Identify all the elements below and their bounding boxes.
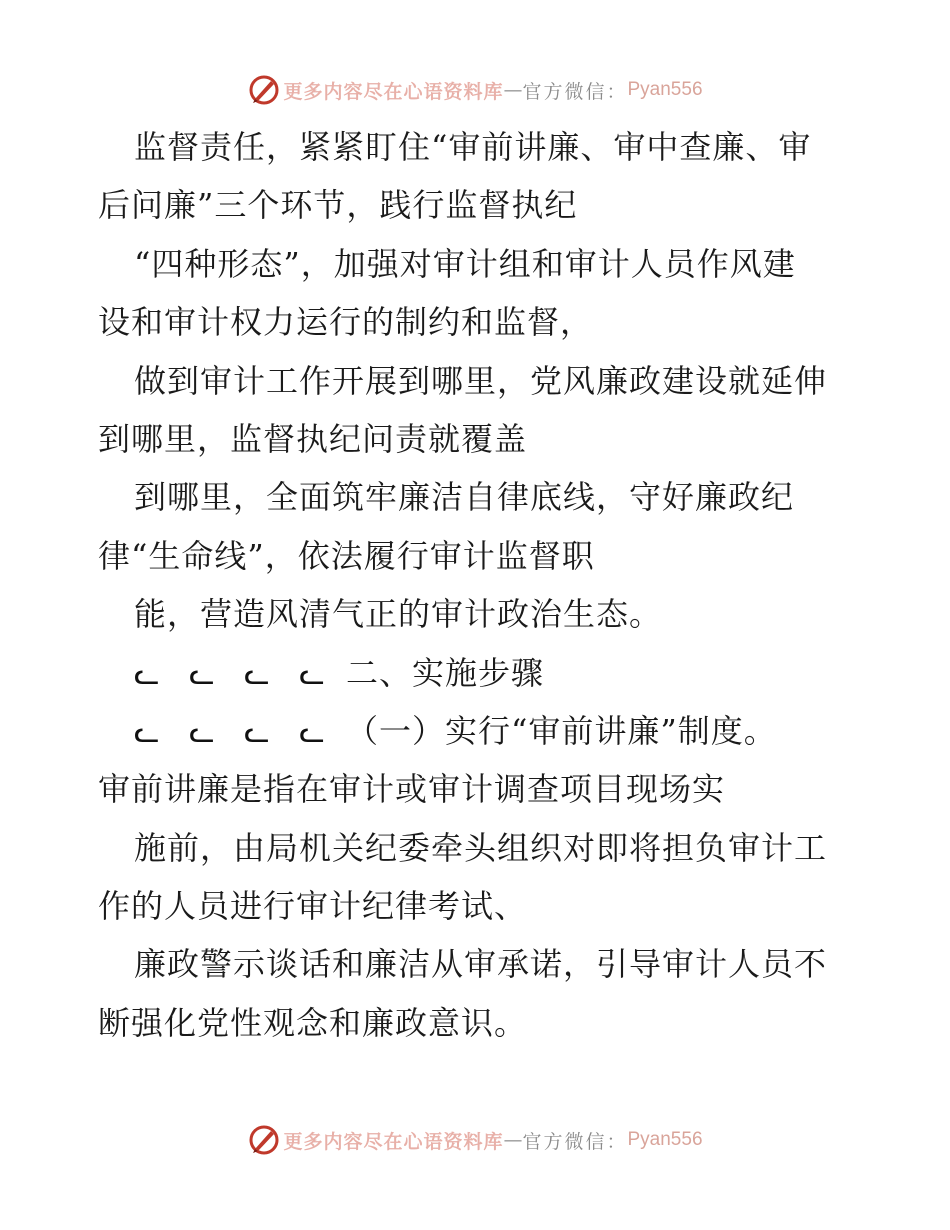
- banner-main-text: 更多内容尽在心语资料库: [283, 1130, 504, 1153]
- subsection-heading-text: （一）实行“审前讲廉”制度。: [345, 711, 777, 750]
- document-body: [98, 118, 858, 1052]
- header-banner: [0, 70, 950, 110]
- section-heading: [98, 644, 858, 702]
- banner-wechat-id: Pyan556: [627, 1129, 703, 1150]
- text-line: 到哪里，监督执纪问责就覆盖: [98, 419, 528, 458]
- banner-wechat-id: Pyan556: [627, 79, 703, 100]
- subsection-heading: [98, 702, 858, 760]
- pen-logo-icon: [247, 73, 281, 107]
- text-line: 廉政警示谈话和廉洁从审承诺，引导审计人员不: [134, 945, 828, 984]
- text-line: 施前，由局机关纪委牵头组织对即将担负审计工: [134, 828, 828, 867]
- ornament-icon: ᓚ ᓚ ᓚ ᓚ: [134, 714, 335, 750]
- text-line: 作的人员进行审计纪律考试、: [98, 887, 528, 926]
- text-line: 审前讲廉是指在审计或审计调查项目现场实: [98, 770, 726, 809]
- banner-separator: —: [503, 79, 523, 101]
- banner-wechat-label: 官方微信：: [522, 1130, 628, 1153]
- text-line: 做到审计工作开展到哪里，党风廉政建设就延伸: [134, 361, 828, 400]
- text-line: 到哪里，全面筑牢廉洁自律底线，守好廉政纪: [134, 478, 795, 517]
- text-line: “四种形态”，加强对审计组和审计人员作风建: [134, 244, 796, 283]
- banner-separator: —: [503, 1129, 523, 1151]
- text-line: 断强化党性观念和廉政意识。: [98, 1003, 528, 1042]
- banner-main-text: 更多内容尽在心语资料库: [283, 80, 504, 103]
- text-line: 设和审计权力运行的制约和监督，: [98, 303, 594, 342]
- text-line: 律“生命线”，依法履行审计监督职: [98, 536, 595, 575]
- text-line: 能，营造风清气正的审计政治生态。: [134, 595, 663, 634]
- text-line: 监督责任，紧紧盯住“审前讲廉、审中查廉、审: [134, 128, 812, 166]
- footer-banner: [0, 1120, 950, 1160]
- text-line: 后问廉”三个环节，践行监督执纪: [98, 186, 578, 225]
- pen-logo-icon: [247, 1123, 281, 1157]
- section-heading-text: 二、实施步骤: [345, 653, 544, 692]
- ornament-icon: ᓚ ᓚ ᓚ ᓚ: [134, 656, 335, 692]
- banner-wechat-label: 官方微信：: [522, 80, 628, 103]
